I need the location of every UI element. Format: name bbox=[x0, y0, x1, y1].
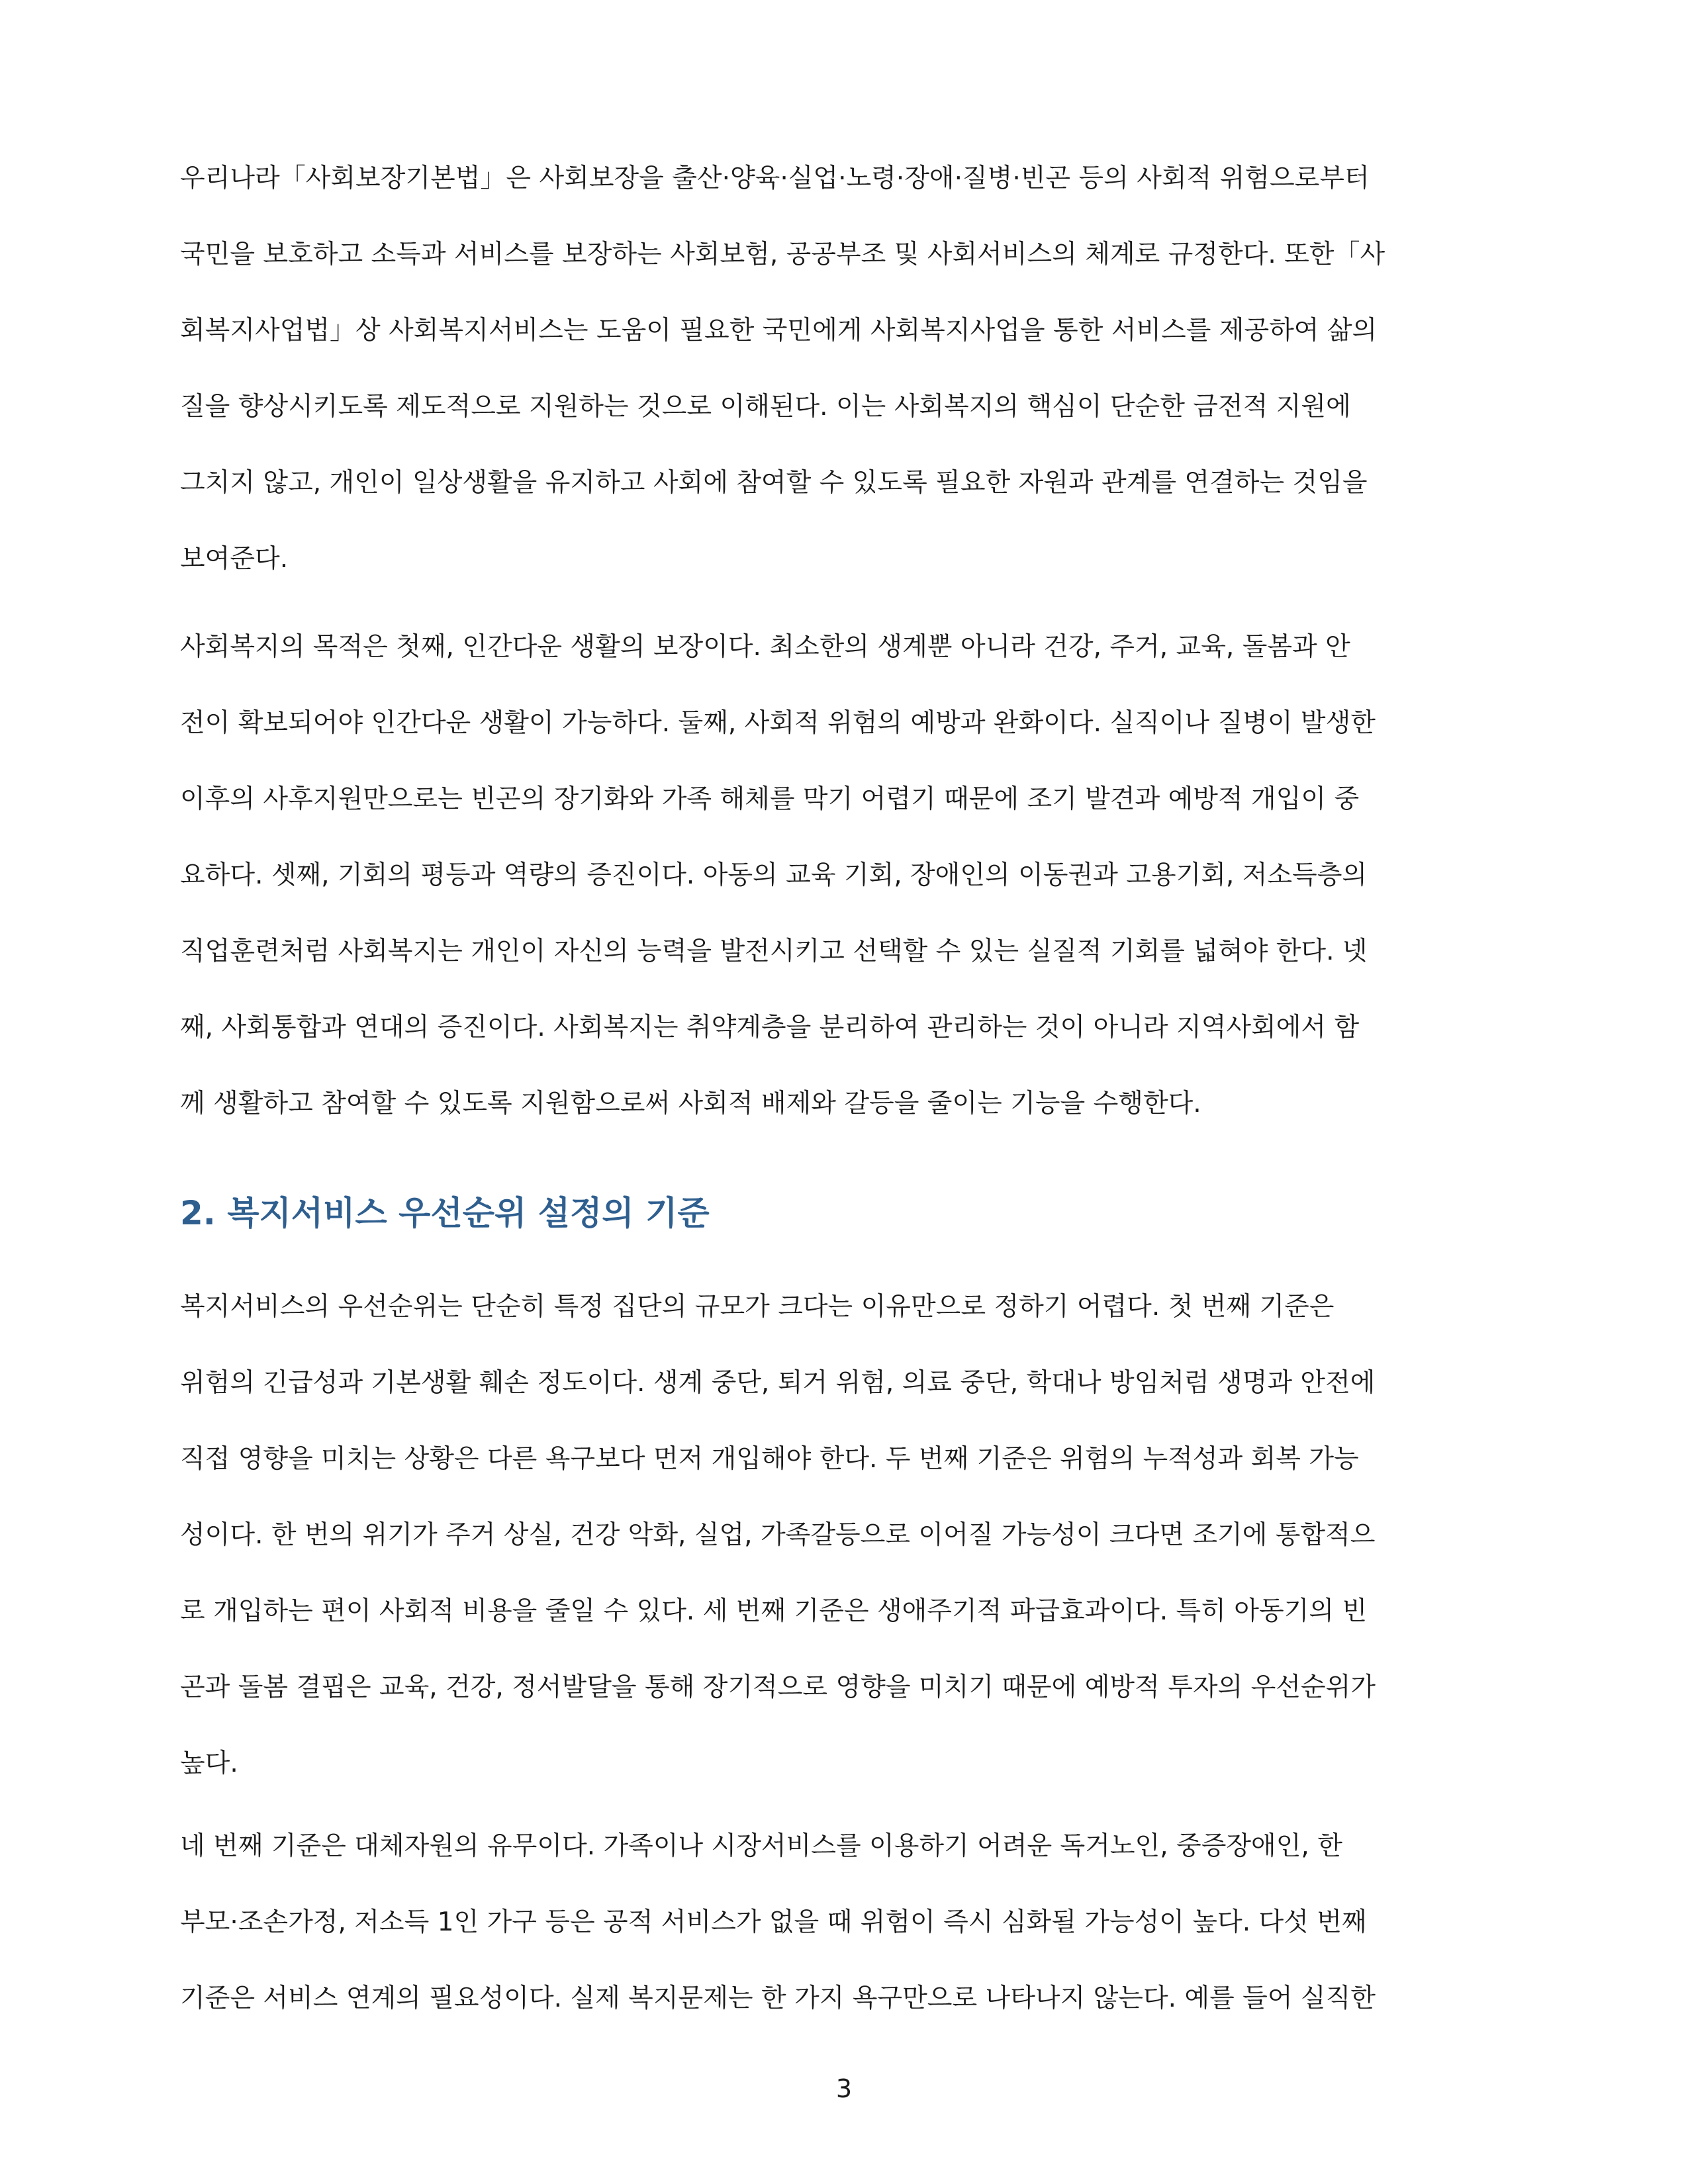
paragraph-line: 그치지 않고, 개인이 일상생활을 유지하고 사회에 참여할 수 있도록 필요한 자원과 관계를 연결하는 것임을 bbox=[180, 468, 1368, 498]
paragraph-line: 직접 영향을 미치는 상황은 다른 욕구보다 먼저 개입해야 한다. 두 번째 기준은 위험의 누적성과 회복 가능 bbox=[180, 1444, 1359, 1474]
paragraph-line: 째, 사회통합과 연대의 증진이다. 사회복지는 취약계층을 분리하여 관리하는 것이 아니라 지역사회에서 함 bbox=[180, 1013, 1360, 1042]
paragraph-line: 우리나라「사회보장기본법」은 사회보장을 출산·양육·실업·노령·장애·질병·빈곤 등의 사회적 위험으로부터 bbox=[180, 163, 1370, 193]
section-heading: 2. 복지서비스 우선순위 설정의 기준 bbox=[180, 1194, 710, 1232]
paragraph-line: 전이 확보되어야 인간다운 생활이 가능하다. 둘째, 사회적 위험의 예방과 완화이다. 실직이나 질병이 발생한 bbox=[180, 708, 1376, 738]
paragraph-line: 기준은 서비스 연계의 필요성이다. 실제 복지문제는 한 가지 욕구만으로 나타나지 않는다. 예를 들어 실직한 bbox=[180, 1983, 1376, 2013]
paragraph-line: 질을 향상시키도록 제도적으로 지원하는 것으로 이해된다. 이는 사회복지의 핵심이 단순한 금전적 지원에 bbox=[180, 392, 1351, 422]
paragraph-line: 회복지사업법」상 사회복지서비스는 도움이 필요한 국민에게 사회복지사업을 통한 서비스를 제공하여 삶의 bbox=[180, 316, 1378, 345]
paragraph-line: 께 생활하고 참여할 수 있도록 지원함으로써 사회적 배제와 갈등을 줄이는 기능을 수행한다. bbox=[180, 1089, 1201, 1118]
paragraph-line: 사회복지의 목적은 첫째, 인간다운 생활의 보장이다. 최소한의 생계뿐 아니라 건강, 주거, 교육, 돌봄과 안 bbox=[180, 632, 1350, 662]
paragraph-line: 이후의 사후지원만으로는 빈곤의 장기화와 가족 해체를 막기 어렵기 때문에 조기 발견과 예방적 개입이 중 bbox=[180, 784, 1360, 814]
paragraph-line: 높다. bbox=[180, 1749, 238, 1778]
paragraph-line: 로 개입하는 편이 사회적 비용을 줄일 수 있다. 세 번째 기준은 생애주기적 파급효과이다. 특히 아동기의 빈 bbox=[180, 1596, 1368, 1626]
paragraph-line: 성이다. 한 번의 위기가 주거 상실, 건강 악화, 실업, 가족갈등으로 이어질 가능성이 크다면 조기에 통합적으 bbox=[180, 1520, 1376, 1550]
paragraph-line: 네 번째 기준은 대체자원의 유무이다. 가족이나 시장서비스를 이용하기 어려운 독거노인, 중증장애인, 한 bbox=[180, 1831, 1342, 1861]
paragraph-line: 복지서비스의 우선순위는 단순히 특정 집단의 규모가 크다는 이유만으로 정하기 어렵다. 첫 번째 기준은 bbox=[180, 1292, 1335, 1322]
paragraph-line: 곤과 돌봄 결핍은 교육, 건강, 정서발달을 통해 장기적으로 영향을 미치기 때문에 예방적 투자의 우선순위가 bbox=[180, 1672, 1376, 1702]
paragraph-line: 요하다. 셋째, 기회의 평등과 역량의 증진이다. 아동의 교육 기회, 장애인의 이동권과 고용기회, 저소득층의 bbox=[180, 860, 1368, 890]
paragraph-line: 보여준다. bbox=[180, 544, 289, 574]
paragraph-line: 부모·조손가정, 저소득 1인 가구 등은 공적 서비스가 없을 때 위험이 즉시 심화될 가능성이 높다. 다섯 번째 bbox=[180, 1907, 1367, 1937]
paragraph-line: 위험의 긴급성과 기본생활 훼손 정도이다. 생계 중단, 퇴거 위험, 의료 중단, 학대나 방임처럼 생명과 안전에 bbox=[180, 1368, 1376, 1398]
page-number: 3 bbox=[835, 2074, 853, 2103]
paragraph-line: 직업훈련처럼 사회복지는 개인이 자신의 능력을 발전시키고 선택할 수 있는 실질적 기회를 넓혀야 한다. 넷 bbox=[180, 936, 1368, 966]
paragraph-line: 국민을 보호하고 소득과 서비스를 보장하는 사회보험, 공공부조 및 사회서비스의 체계로 규정한다. 또한「사 bbox=[180, 240, 1385, 269]
